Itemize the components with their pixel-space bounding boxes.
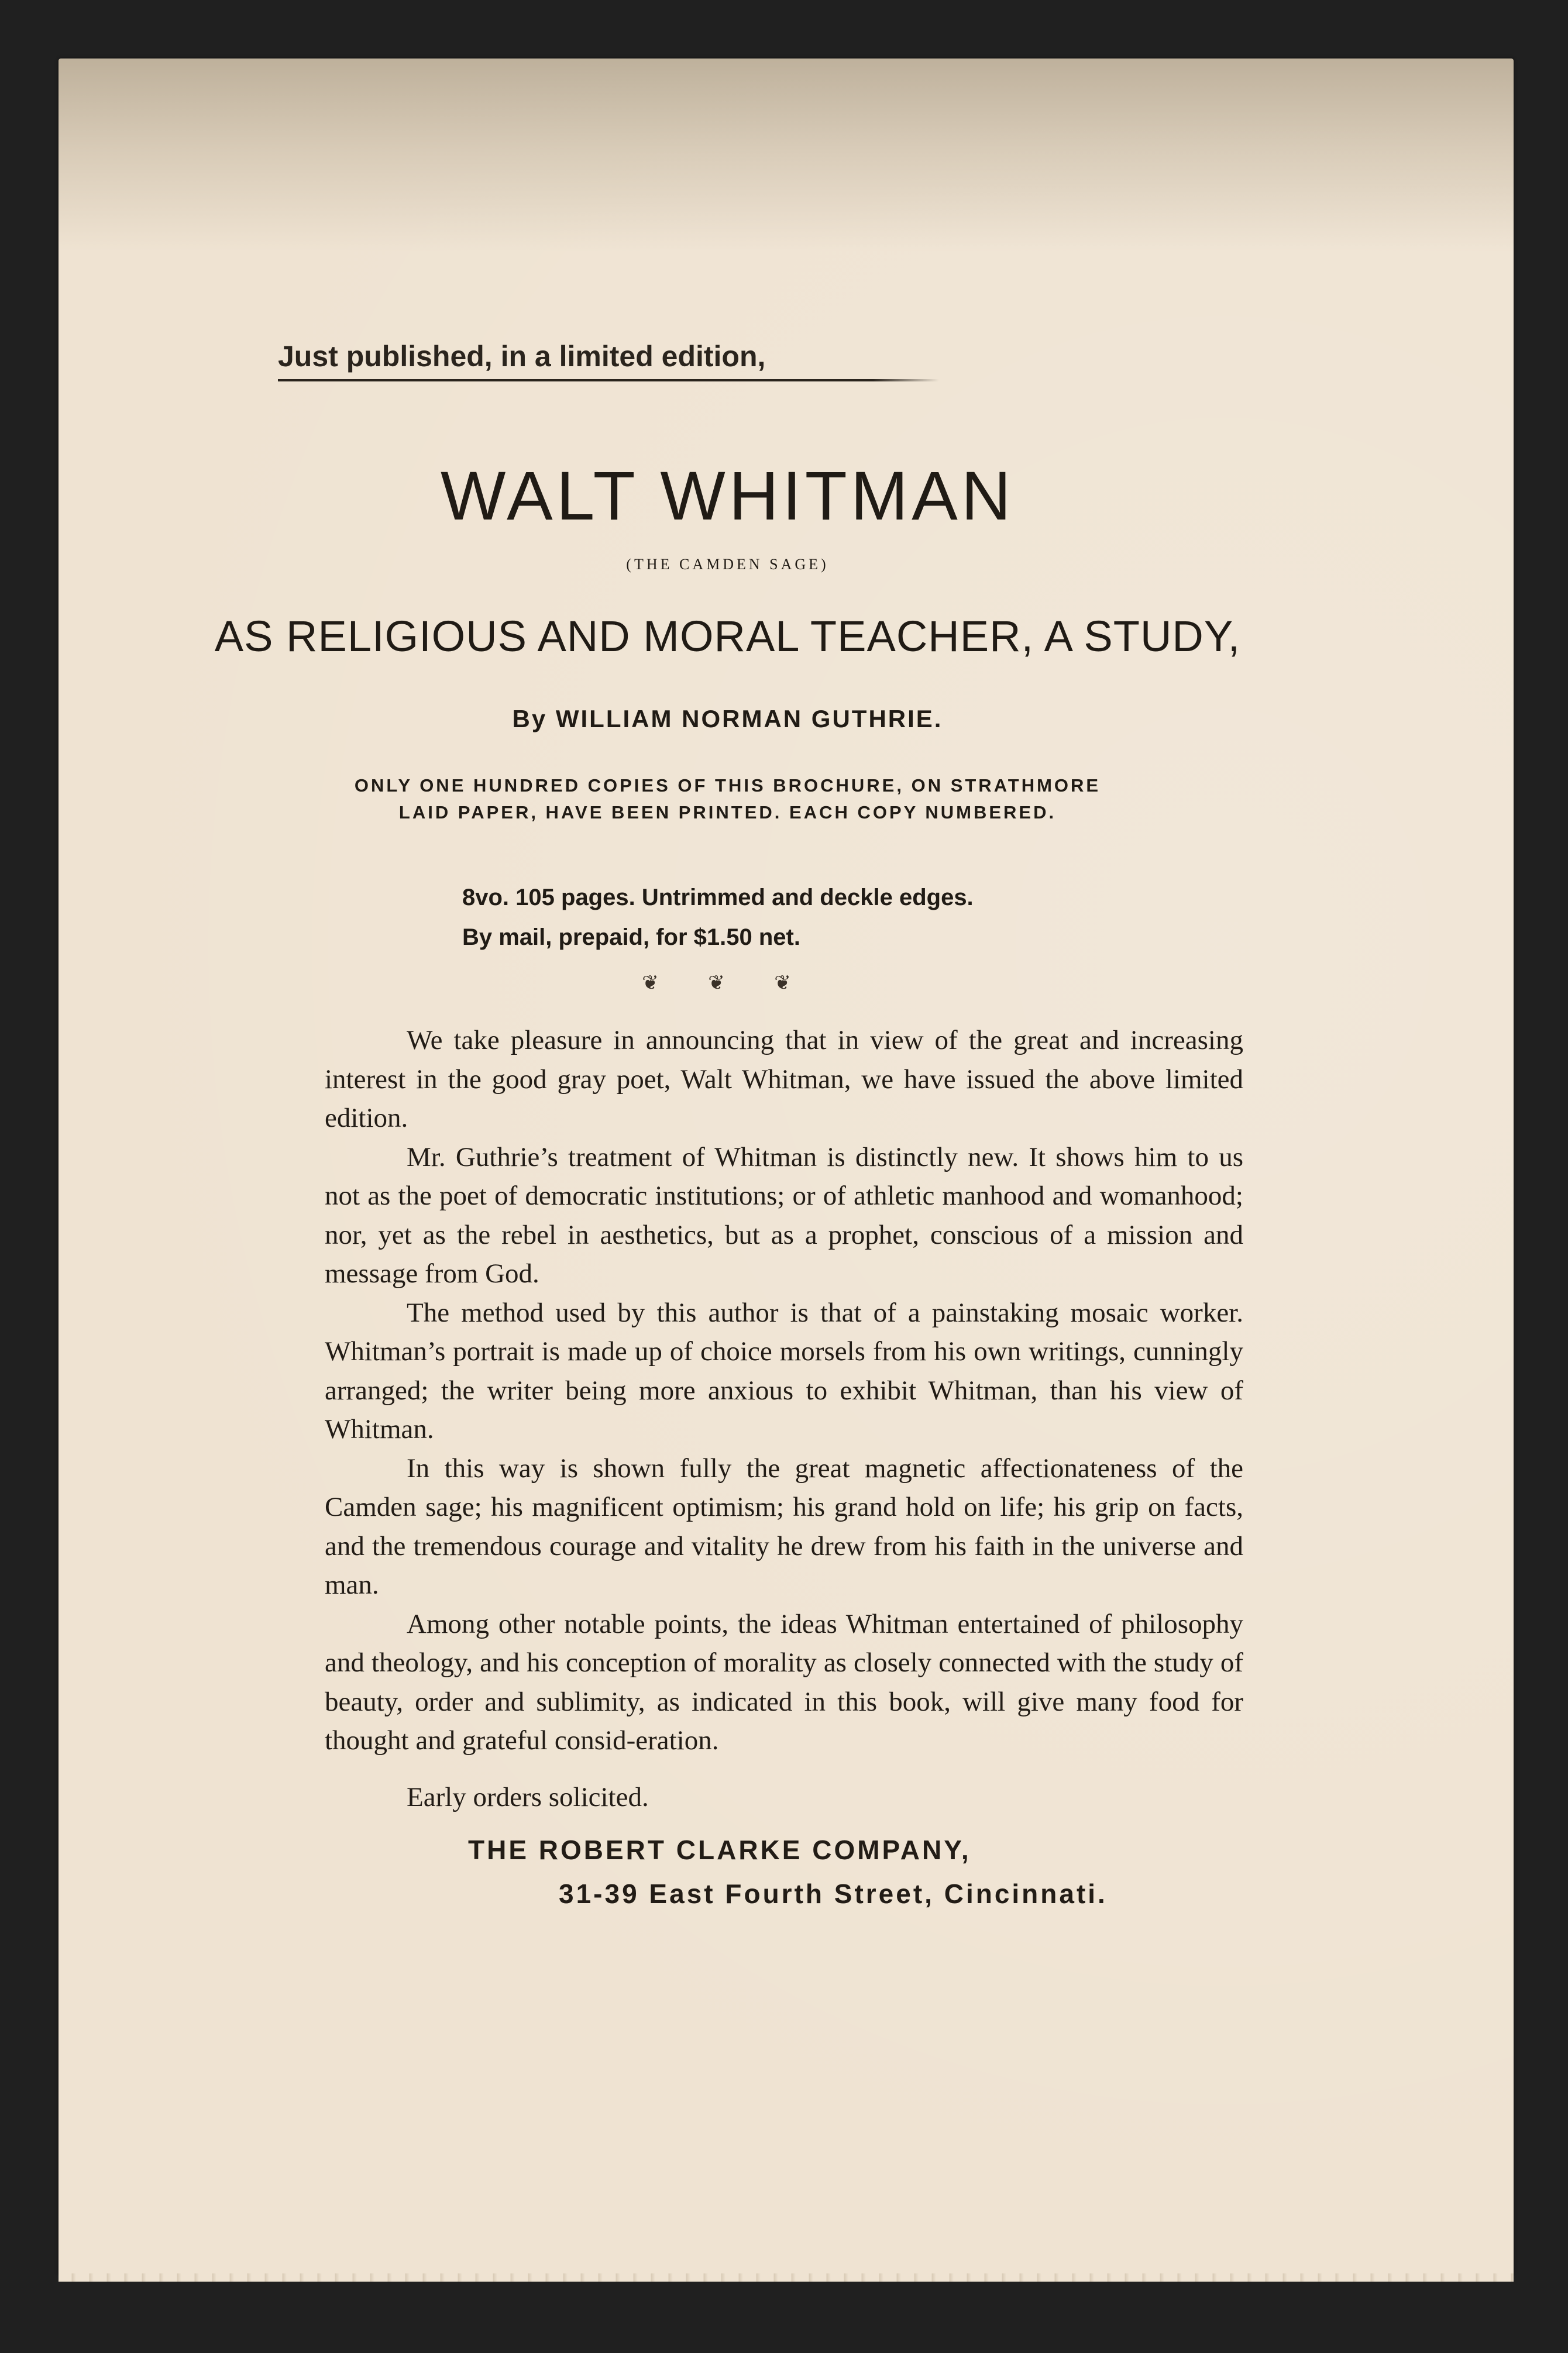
- body-text: [325, 1021, 1243, 1760]
- spec-line-1: 8vo. 105 pages. Untrimmed and deckle edges.: [462, 885, 974, 910]
- paragraph-4: In this way is shown fully the great magnetic affectionateness of the Camden sage; his magnificent optimism; his grand hold on life; his grip on facts, and the tremendous courage and vitality he drew from his faith in the universe and man.: [325, 1453, 1243, 1600]
- edition-notice: [0, 772, 1455, 826]
- paragraph-2: Mr. Guthrie’s treatment of Whitman is distinctly new. It shows him to us not as the poet of democratic institutions; or of athletic manhood and womanhood; nor, yet as the rebel in aesthetics, but as a prophet, conscious of a mission and message from God.: [325, 1141, 1243, 1289]
- ornament-divider: ❦ ❦ ❦: [642, 972, 813, 994]
- closing-line: Early orders solicited.: [407, 1782, 649, 1812]
- book-heading: AS RELIGIOUS AND MORAL TEACHER, A STUDY,: [214, 612, 1241, 661]
- book-title: WALT WHITMAN: [441, 457, 1015, 535]
- notice-line-2: LAID PAPER, HAVE BEEN PRINTED. EACH COPY NUMBERED.: [398, 802, 1057, 823]
- book-specs: [462, 878, 974, 957]
- publisher-address: 31-39 East Fourth Street, Cincinnati.: [559, 1879, 1108, 1909]
- deckle-edge: [59, 2273, 1514, 2282]
- notice-line-1: ONLY ONE HUNDRED COPIES OF THIS BROCHURE, ON STRATHMORE: [354, 775, 1101, 796]
- publisher-name: THE ROBERT CLARKE COMPANY,: [468, 1835, 971, 1865]
- spec-line-2: By mail, prepaid, for $1.50 net.: [462, 924, 800, 950]
- paragraph-5: Among other notable points, the ideas Whitman entertained of philosophy and theology, and his conception of morality as closely connected with the study of beauty, order and sublimity, as indicated in this book, will give many food for thought and grateful consid-eration.: [325, 1608, 1243, 1756]
- author-line: By WILLIAM NORMAN GUTHRIE.: [512, 705, 943, 732]
- intro-line: Just published, in a limited edition,: [278, 340, 766, 373]
- paragraph-1: We take pleasure in announcing that in view of the great and increasing interest in the good gray poet, Walt Whitman, we have issued the above limited edition.: [325, 1025, 1243, 1133]
- paragraph-3: The method used by this author is that of a painstaking mosaic worker. Whitman’s portrait is made up of choice morsels from his own writings, cunningly arranged; the writer being more anxious to exhibit Whitman, than his view of Whitman.: [325, 1297, 1243, 1444]
- book-subtitle: (THE CAMDEN SAGE): [626, 556, 829, 573]
- intro-underline: [278, 379, 939, 381]
